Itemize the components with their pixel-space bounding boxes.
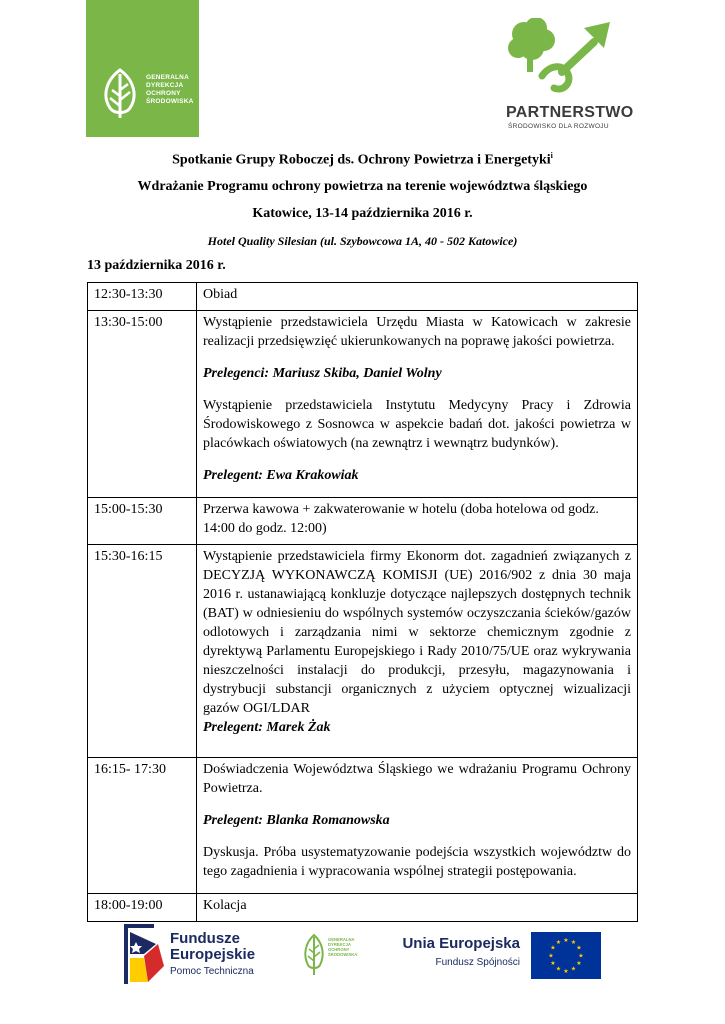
leaf-icon xyxy=(302,933,326,977)
gdos-small-logo xyxy=(302,933,358,982)
tree-arrow-icon xyxy=(502,18,637,104)
desc-cell xyxy=(197,758,638,894)
leaf-icon xyxy=(100,68,140,120)
table-row xyxy=(88,283,638,311)
speaker-label: Prelegenci: Mariusz Skiba, Daniel Wolny xyxy=(203,366,442,381)
talk-description: Wystąpienie przedstawiciela firmy Ekonorm dot. zagadnień związanych z DECYZJĄ WYKONAWCZĄ KOMISJI (UE) 2016/902 z dnia 30 maja 2016 r. ustanawiającą konkluzje dotyczące najlepszych dostępnych technik (BAT) w odniesieniu do wspólnych systemów oczyszczania ścieków/gazów odlotowych i zarządzania nimi w sektorze chemicznym zgodnie z dyrektywą Parlamentu Europejskiego i Rady 2010/75/UE oraz wykrywania nieszczelności instalacji do produkcji, przesyłu, magazynowania i dystrybucji substancji organicznych z użyciem optycznej wizualizacji gazów OGI/LDAR xyxy=(203,549,631,716)
time-cell: 16:15- 17:30 xyxy=(88,758,197,894)
speaker-label: Prelegent: Ewa Krakowiak xyxy=(203,468,359,483)
partner-name: PARTNERSTWO xyxy=(506,104,634,121)
desc-cell: Kolacja xyxy=(197,894,638,922)
meeting-venue: Hotel Quality Silesian (ul. Szybowcowa 1A, 40 - 502 Katowice) xyxy=(207,234,518,248)
speaker-label: Prelegent: Marek Żak xyxy=(203,720,331,735)
svg-text:★: ★ xyxy=(570,965,577,973)
partner-subtitle: ŚRODOWISKO DLA ROZWOJU xyxy=(508,123,609,130)
gdos-small-text: GENERALNA DYREKCJA OCHRONY ŚRODOWISKA xyxy=(328,937,358,957)
svg-text:★: ★ xyxy=(576,944,582,952)
time-cell: 15:30-16:15 xyxy=(88,545,197,758)
gdos-logo xyxy=(86,0,199,137)
table-row xyxy=(88,894,638,922)
time-cell: 15:00-15:30 xyxy=(88,498,197,545)
svg-text:★: ★ xyxy=(563,937,569,944)
unia-europejska-text: Unia Europejska Fundusz Spójności xyxy=(402,935,520,968)
svg-text:★: ★ xyxy=(578,952,584,960)
agenda-table xyxy=(87,282,638,922)
day-heading: 13 października 2016 r. xyxy=(87,258,226,273)
svg-text:★: ★ xyxy=(550,944,556,952)
talk-description: Wystąpienie przedstawiciela Urzędu Miasta w Katowicach w zakresie realizacji przedsięwzięć ukierunkowanych na poprawę jakości powietrza. xyxy=(203,315,631,349)
svg-text:★: ★ xyxy=(555,939,562,946)
discussion-description: Dyskusja. Próba usystematyzowanie podejścia wszystkich województw do tego zagadnienia i wypracowania wspólnej strategii postępowania. xyxy=(203,845,631,879)
eu-flag-icon xyxy=(531,932,601,979)
svg-text:★: ★ xyxy=(570,939,577,946)
time-cell: 18:00-19:00 xyxy=(88,894,197,922)
svg-text:★: ★ xyxy=(576,960,582,967)
meeting-date: Katowice, 13-14 października 2016 r. xyxy=(252,206,473,221)
desc-cell: Przerwa kawowa + zakwaterowanie w hotelu (doba hotelowa od godz. 14:00 do godz. 12:00) xyxy=(197,498,638,545)
desc-cell xyxy=(197,311,638,498)
time-cell: 12:30-13:30 xyxy=(88,283,197,311)
desc-cell xyxy=(197,545,638,758)
meeting-subtitle: Wdrażanie Programu ochrony powietrza na terenie województwa śląskiego xyxy=(137,179,588,194)
fundusze-europejskie-text: Fundusze Europejskie Pomoc Techniczna xyxy=(170,930,256,977)
table-row xyxy=(88,498,638,545)
table-row xyxy=(88,758,638,894)
partnerstwo-logo xyxy=(502,18,637,138)
table-row xyxy=(88,311,638,498)
table-row xyxy=(88,545,638,758)
svg-text:★: ★ xyxy=(550,960,556,967)
talk-description: Wystąpienie przedstawiciela Instytutu Medycyny Pracy i Zdrowia Środowiskowego z Sosnowca w aspekcie badań dot. jakości powietrza w placówkach oświatowych (na zewnątrz i wewnątrz budynków). xyxy=(203,398,631,451)
talk-description: Doświadczenia Województwa Śląskiego we wdrażaniu Programu Ochrony Powietrza. xyxy=(203,762,631,796)
svg-text:★: ★ xyxy=(563,968,569,975)
svg-text:★: ★ xyxy=(555,965,562,973)
meeting-title: Spotkanie Grupy Roboczej ds. Ochrony Powietrza i Energetyki$^i$ xyxy=(172,151,553,168)
gdos-logo-text: GENERALNA DYREKCJA OCHRONY ŚRODOWISKA xyxy=(146,74,194,105)
desc-cell: Obiad xyxy=(197,283,638,311)
fundusze-europejskie-icon xyxy=(124,924,164,984)
time-cell: 13:30-15:00 xyxy=(88,311,197,498)
speaker-label: Prelegent: Blanka Romanowska xyxy=(203,813,390,828)
svg-text:★: ★ xyxy=(548,952,554,960)
